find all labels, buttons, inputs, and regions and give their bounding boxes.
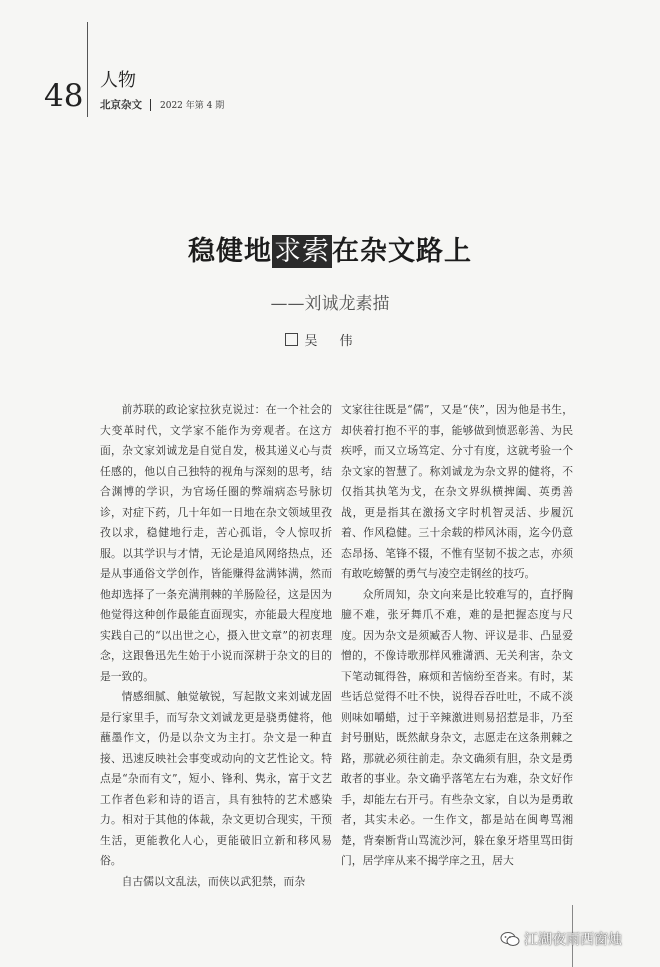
page-number: 48 — [44, 78, 84, 114]
publication-name: 北京杂文 — [100, 99, 142, 111]
watermark — [500, 929, 622, 949]
author-line — [0, 330, 660, 349]
author-box-icon — [285, 333, 298, 346]
paragraph: 众所周知，杂文向来是比较难写的，直抒胸臆不难，张牙舞爪不难，难的是把握态度与尺度。因为杂文是须臧否人物、评议是非、凸显爱憎的，不像诗歌那样风雅潇洒、无关利害，杂文下笔动辄得咎，麻烦和苦恼纷至沓来。有时，某些话总觉得不吐不快，说得吞吞吐吐，不咸不淡则味如嚼蜡，过于辛辣激进则易招惹是非，乃至封号删贴，既然献身杂文，志愿走在这条荆棘之路，那就必须往前走。杂文确须有胆，杂文是勇敢者的事业。杂文确乎落笔左右为难，杂文好作手，却能左右开弓。有些杂文家，自以为是勇敢者，其实未必。一生作文，都是站在闽粤骂湘楚，背秦断背山骂流沙河，躲在象牙塔里骂田街门，居学庠从来不揭学庠之丑，居大 — [341, 587, 573, 867]
publication-info — [100, 97, 224, 112]
author-name: 吴伟 — [304, 334, 375, 349]
title-part-1: 稳健地 — [188, 236, 272, 267]
paragraph: 自古儒以文乱法，而侠以武犯禁，而杂 — [121, 874, 306, 888]
header-divider — [87, 22, 88, 117]
article-subtitle: ——刘诚龙素描 — [270, 294, 390, 314]
title-part-2: 在杂文路上 — [332, 236, 472, 267]
paragraph: 情感细腻、触觉敏锐，写起散文来刘诚龙固是行家里手，而写杂文刘诚龙更是骁勇健将，他蘸墨作文，仍是以杂文为主打。杂文是一种直接、迅速反映社会事变或动向的文艺性论文。特点是“杂而有文”，短小、锋利、隽永，富于文艺工作者色彩和诗的语言，具有独特的艺术感染力。相对于其他的体裁，杂文更切合现实，干预生活，更能教化人心，更能破旧立新和移风易俗。 — [100, 690, 332, 867]
section-label: 人物 — [100, 70, 136, 91]
separator — [150, 99, 151, 111]
paragraph: 文家往往既是“儒”，又是“侠”，因为他是书生，却侠着打抱不平的事，能够做到愤恶彰善、为民疾呼，而又立场笃定、分寸有度，这就考验一个杂文家的智慧了。称刘诚龙为杂文界的健将，不仅指其执笔为戈，在杂文界纵横捭阖、英勇善战，更是指其在激扬文字时机智灵活、步履沉着、作风稳健。三十余载的栉风沐雨，迄今仍意态昂扬、笔锋不辍，不惟有坚韧不拔之志，亦须有敢吃螃蟹的勇气与凌空走钢丝的技巧。 — [341, 403, 573, 580]
title-highlight: 求索 — [274, 236, 330, 267]
text-column-right — [341, 400, 573, 872]
text-column-left — [100, 400, 332, 892]
issue-label: 2022 年第 4 期 — [160, 101, 225, 111]
wechat-icon — [500, 931, 520, 947]
watermark-text: 江湖夜雨西窗烛 — [524, 932, 622, 948]
article-title — [0, 229, 660, 268]
paragraph: 前苏联的政论家拉狄克说过：在一个社会的大变革时代，文学家不能作为旁观者。在这方面，杂文家刘诚龙是自觉自发，极其递义心与责任感的，他以自己独特的视角与深刻的思考，结合渊博的学识，为官场任圈的弊端病态号脉切诊，对症下药，几十年如一日地在杂文领域里孜孜以求，稳健地行走，苦心孤诣，令人惊叹折服。以其学识与才情，无论是追风网络热点，还是从事通俗文学创作，皆能赚得盆满钵满，然而他却选择了一条充满荆棘的羊肠险径，这是因为他觉得这种创作最能直面现实，亦能最大程度地实践自己的“以出世之心，摄入世文章”的初衷理念，这跟鲁迅先生始于小说而深耕于杂文的目的是一致的。 — [100, 403, 332, 683]
